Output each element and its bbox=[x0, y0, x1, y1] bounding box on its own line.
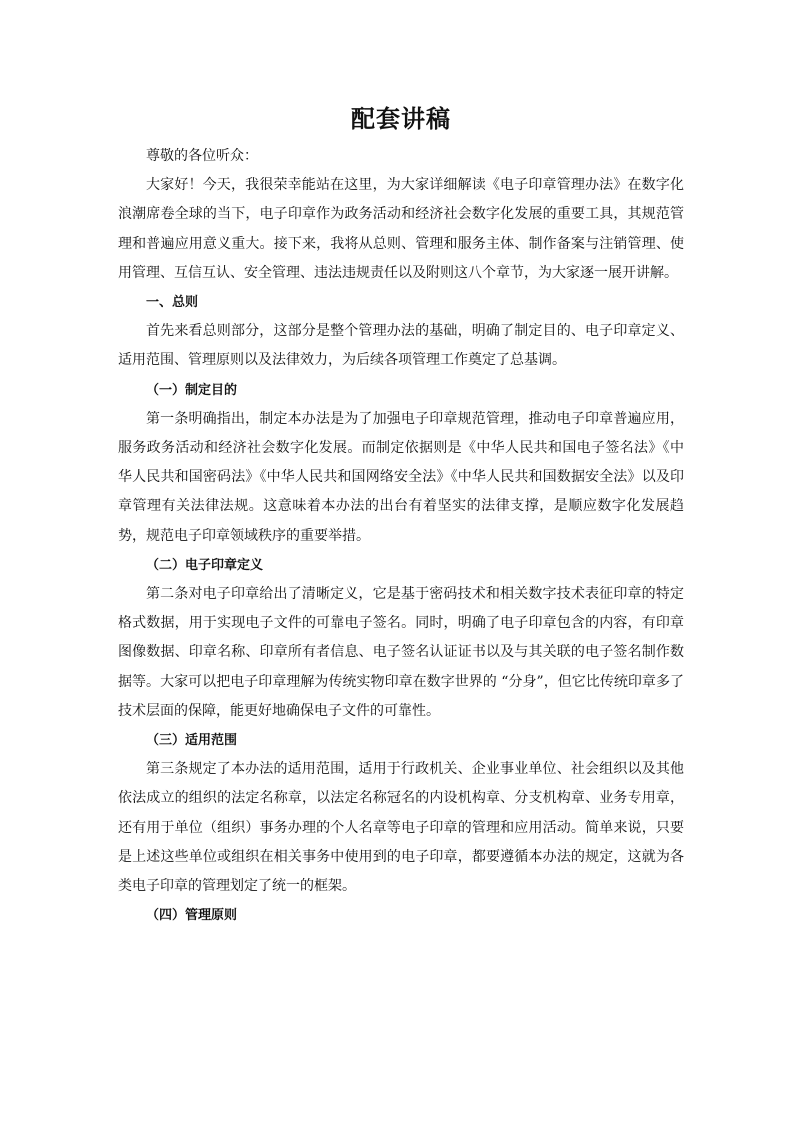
subheading-definition: （二）电子印章定义 bbox=[146, 557, 264, 573]
section-heading-general: 一、总则 bbox=[146, 295, 199, 311]
subheading-scope: （三）适用范围 bbox=[146, 733, 238, 749]
subheading-principles: （四）管理原则 bbox=[146, 908, 238, 924]
document-body bbox=[118, 103, 684, 930]
subheading-purpose: （一）制定目的 bbox=[146, 382, 238, 398]
scope-paragraph: 第三条规定了本办法的适用范围，适用于行政机关、企业事业单位、社会组织以及其他依法成立的组织的法定名称章，以法定名称冠名的内设机构章、分支机构章、业务专用章，还有用于单位（组织）事务办理的个人名章等电子印章的管理和应用活动。简单来说，只要是上述这些单位或组织在相关事务中使用到的电子印章，都要遵循本办法的规定，这就为各类电子印章的管理划定了统一的框架。 bbox=[118, 761, 684, 895]
purpose-paragraph: 第一条明确指出，制定本办法是为了加强电子印章规范管理，推动电子印章普遍应用，服务政务活动和经济社会数字化发展。而制定依据则是《中华人民共和国电子签名法》《中华人民共和国密码法》《中华人民共和国网络安全法》《中华人民共和国数据安全法》以及印章管理有关法律法规。这意味着本办法的出台有着坚实的法律支撑，是顺应数字化发展趋势，规范电子印章领域秩序的重要举措。 bbox=[118, 410, 684, 544]
document-title: 配套讲稿 bbox=[351, 104, 451, 133]
section-general-paragraph: 首先来看总则部分，这部分是整个管理办法的基础，明确了制定目的、电子印章定义、适用范围、管理原则以及法律效力，为后续各项管理工作奠定了总基调。 bbox=[118, 323, 684, 369]
intro-paragraph: 大家好！今天，我很荣幸能站在这里，为大家详细解读《电子印章管理办法》在数字化浪潮席卷全球的当下，电子印章作为政务活动和经济社会数字化发展的重要工具，其规范管理和普遍应用意义重大。接下来，我将从总则、管理和服务主体、制作备案与注销管理、使用管理、互信互认、安全管理、违法违规责任以及附则这八个章节，为大家逐一展开讲解。 bbox=[118, 177, 684, 281]
greeting-paragraph: 尊敬的各位听众： bbox=[146, 148, 258, 164]
definition-paragraph: 第二条对电子印章给出了清晰定义，它是基于密码技术和相关数字技术表征印章的特定格式数据，用于实现电子文件的可靠电子签名。同时，明确了电子印章包含的内容，有印章图像数据、印章名称、印章所有者信息、电子签名认证证书以及与其关联的电子签名制作数据等。大家可以把电子印章理解为传统实物印章在数字世界的 “分身”，但它比传统印章多了技术层面的保障，能更好地确保电子文件的可靠性。 bbox=[118, 586, 684, 719]
